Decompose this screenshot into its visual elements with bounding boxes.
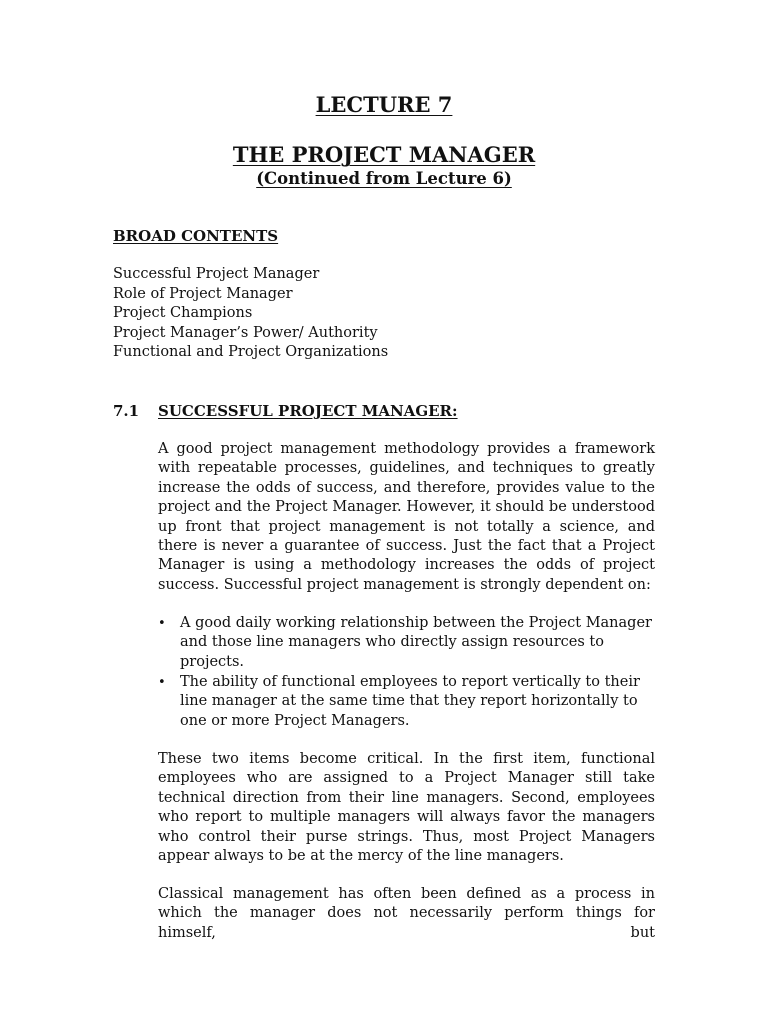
contents-item: Project Champions bbox=[113, 305, 253, 321]
bullet-item bbox=[158, 673, 655, 731]
contents-item: Project Manager’s Power/ Authority bbox=[113, 324, 378, 341]
broad-contents-heading: BROAD CONTENTS bbox=[113, 227, 279, 245]
contents-item: Role of Project Manager bbox=[113, 285, 293, 302]
body-paragraph: Classical management has often been defined as a process in which the manager does not necessarily perform things for himself, but bbox=[158, 886, 655, 941]
bullet-list bbox=[158, 673, 655, 731]
body-paragraph: A good project management methodology provides a framework with repeatable processes, guidelines, and techniques to greatly increase the odds of success, and therefore, provides value to the project and the Project Manager. However, it should be understood up front that project management is not totally a science, and there is never a guarantee of success. Just the fact that a Project Manager is using a methodology increases the odds of project success. Successful project management is strongly dependent on: bbox=[158, 441, 655, 593]
lecture-title: LECTURE 7 bbox=[315, 92, 453, 117]
contents-item: Successful Project Manager bbox=[113, 266, 320, 282]
bullet-list bbox=[158, 614, 655, 672]
bullet-icon: • bbox=[158, 675, 166, 690]
bullet-item bbox=[158, 614, 655, 672]
section-number: 7.1 bbox=[113, 402, 140, 420]
chapter-title: THE PROJECT MANAGER bbox=[232, 142, 536, 167]
bullet-icon: • bbox=[158, 616, 166, 631]
contents-item: Functional and Project Organizations bbox=[113, 344, 389, 360]
bullet-text: A good daily working relationship between the Project Manager and those line managers who directly assign resources to projects. bbox=[180, 615, 652, 670]
section-title: SUCCESSFUL PROJECT MANAGER: bbox=[158, 402, 458, 420]
broad-contents-list bbox=[113, 265, 388, 363]
body-paragraph: These two items become critical. In the first item, functional employees who are assigned to a Project Manager still take technical direction from their line managers. Second, employees who report to multiple managers will always favor the managers who control their purse strings. Thus, most Project Managers appear always to be at the mercy of the line managers. bbox=[158, 751, 655, 865]
bullet-text: The ability of functional employees to report vertically to their line manager at the same time that they report horizontally to one or more Project Managers. bbox=[180, 674, 640, 729]
chapter-subtitle: (Continued from Lecture 6) bbox=[256, 169, 512, 188]
